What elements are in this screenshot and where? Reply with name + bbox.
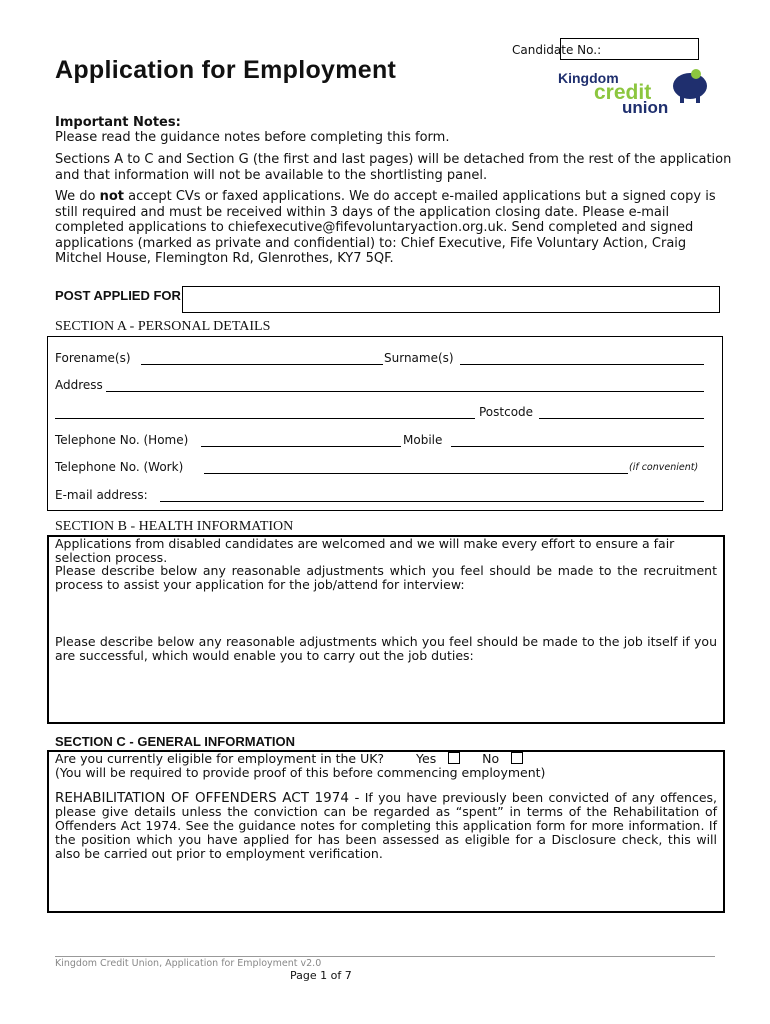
- tel-home-field[interactable]: [201, 446, 401, 447]
- notes-heading: Important Notes:: [55, 115, 181, 130]
- proof-note: (You will be required to provide proof of this before commencing employment): [55, 765, 546, 780]
- forename-field[interactable]: [141, 364, 383, 365]
- footer-doc-name: Kingdom Credit Union, Application for Employment v2.0: [55, 958, 322, 969]
- yes-checkbox[interactable]: [448, 752, 460, 764]
- no-checkbox[interactable]: [511, 752, 523, 764]
- section-c-title: SECTION C - GENERAL INFORMATION: [55, 734, 296, 749]
- notes-para3-bold: not: [99, 189, 124, 204]
- address-field-line1[interactable]: [106, 391, 704, 392]
- tel-work-label: Telephone No. (Work): [55, 460, 184, 474]
- roa-paragraph: [55, 791, 717, 861]
- notes-para3-post: accept CVs or faxed applications. We do accept e-mailed applications but a signed copy is still required and must be received within 3 days of the application closing date. Please e-mail completed applications to chiefexecutive@fifevoluntaryaction.org.uk. Send completed and signed applications (marked as private and confidential) to: Chief Executive, Fife Voluntary Action, Craig Mitchel House, Flemington Rd, Glenrothes, KY7 5QF.: [55, 189, 716, 266]
- no-label: No: [482, 751, 500, 766]
- surname-label: Surname(s): [384, 351, 454, 365]
- candidate-no-label: Candidate No.:: [512, 43, 602, 57]
- eligible-row: [55, 752, 717, 766]
- tel-work-field[interactable]: [204, 473, 628, 474]
- section-a-title: SECTION A - PERSONAL DETAILS: [55, 319, 271, 334]
- forename-label: Forename(s): [55, 351, 131, 365]
- kingdom-credit-union-logo: [556, 66, 716, 118]
- tel-home-label: Telephone No. (Home): [55, 433, 189, 447]
- piggy-bank-icon: [673, 73, 707, 99]
- section-b-p3: Please describe below any reasonable adjustments which you feel should be made to the job itself if you are successful, which would enable you to carry out the job duties:: [55, 634, 717, 663]
- yes-label: Yes: [416, 751, 437, 766]
- logo-word-union: union: [622, 98, 669, 117]
- page-title: Application for Employment: [55, 56, 397, 84]
- postcode-field[interactable]: [539, 418, 704, 419]
- if-convenient-note: (if convenient): [629, 462, 699, 473]
- section-b-title: SECTION B - HEALTH INFORMATION: [55, 519, 294, 534]
- notes-para2: Sections A to C and Section G (the first and last pages) will be detached from the rest of the application and that information will not be available to the shortlisting panel.: [55, 152, 732, 183]
- notes-para3-pre: We do: [55, 189, 100, 204]
- section-b-p2: Please describe below any reasonable adjustments which you feel should be made to the recruitment process to assist your application for the job/attend for interview:: [55, 563, 717, 592]
- address-field-line2[interactable]: [55, 418, 475, 419]
- postcode-label: Postcode: [479, 405, 534, 419]
- logo-word-credit: credit: [594, 81, 652, 104]
- roa-heading: REHABILITATION OF OFFENDERS ACT 1974 -: [55, 790, 360, 806]
- email-field[interactable]: [160, 501, 704, 502]
- eligible-question: Are you currently eligible for employment in the UK?: [55, 751, 385, 766]
- mobile-label: Mobile: [403, 433, 443, 447]
- surname-field[interactable]: [460, 364, 704, 365]
- section-b-p1: Applications from disabled candidates are welcomed and we will make every effort to ensure a fair selection process.: [55, 536, 675, 565]
- email-label: E-mail address:: [55, 488, 148, 502]
- post-applied-label: POST APPLIED FOR: [55, 288, 181, 303]
- candidate-no-field[interactable]: [560, 38, 699, 60]
- notes-para3: [55, 189, 735, 267]
- mobile-field[interactable]: [451, 446, 704, 447]
- footer-divider: [55, 956, 715, 957]
- footer-page-number: Page 1 of 7: [290, 969, 352, 982]
- post-applied-input[interactable]: [182, 286, 720, 313]
- roa-text: If you have previously been convicted of any offences, please give details unless the conviction can be regarded as “spent” in terms of the Rehabilitation of Offenders Act 1974. See the guidance notes for completing this application form for more information. If the position which you have applied for has been assessed as eligible for a Disclosure check, this will also be carried out prior to employment verification.: [55, 790, 717, 861]
- notes-line1: Please read the guidance notes before completing this form.: [55, 130, 450, 145]
- logo-word-kingdom: Kingdom: [558, 70, 619, 86]
- address-label: Address: [55, 378, 103, 392]
